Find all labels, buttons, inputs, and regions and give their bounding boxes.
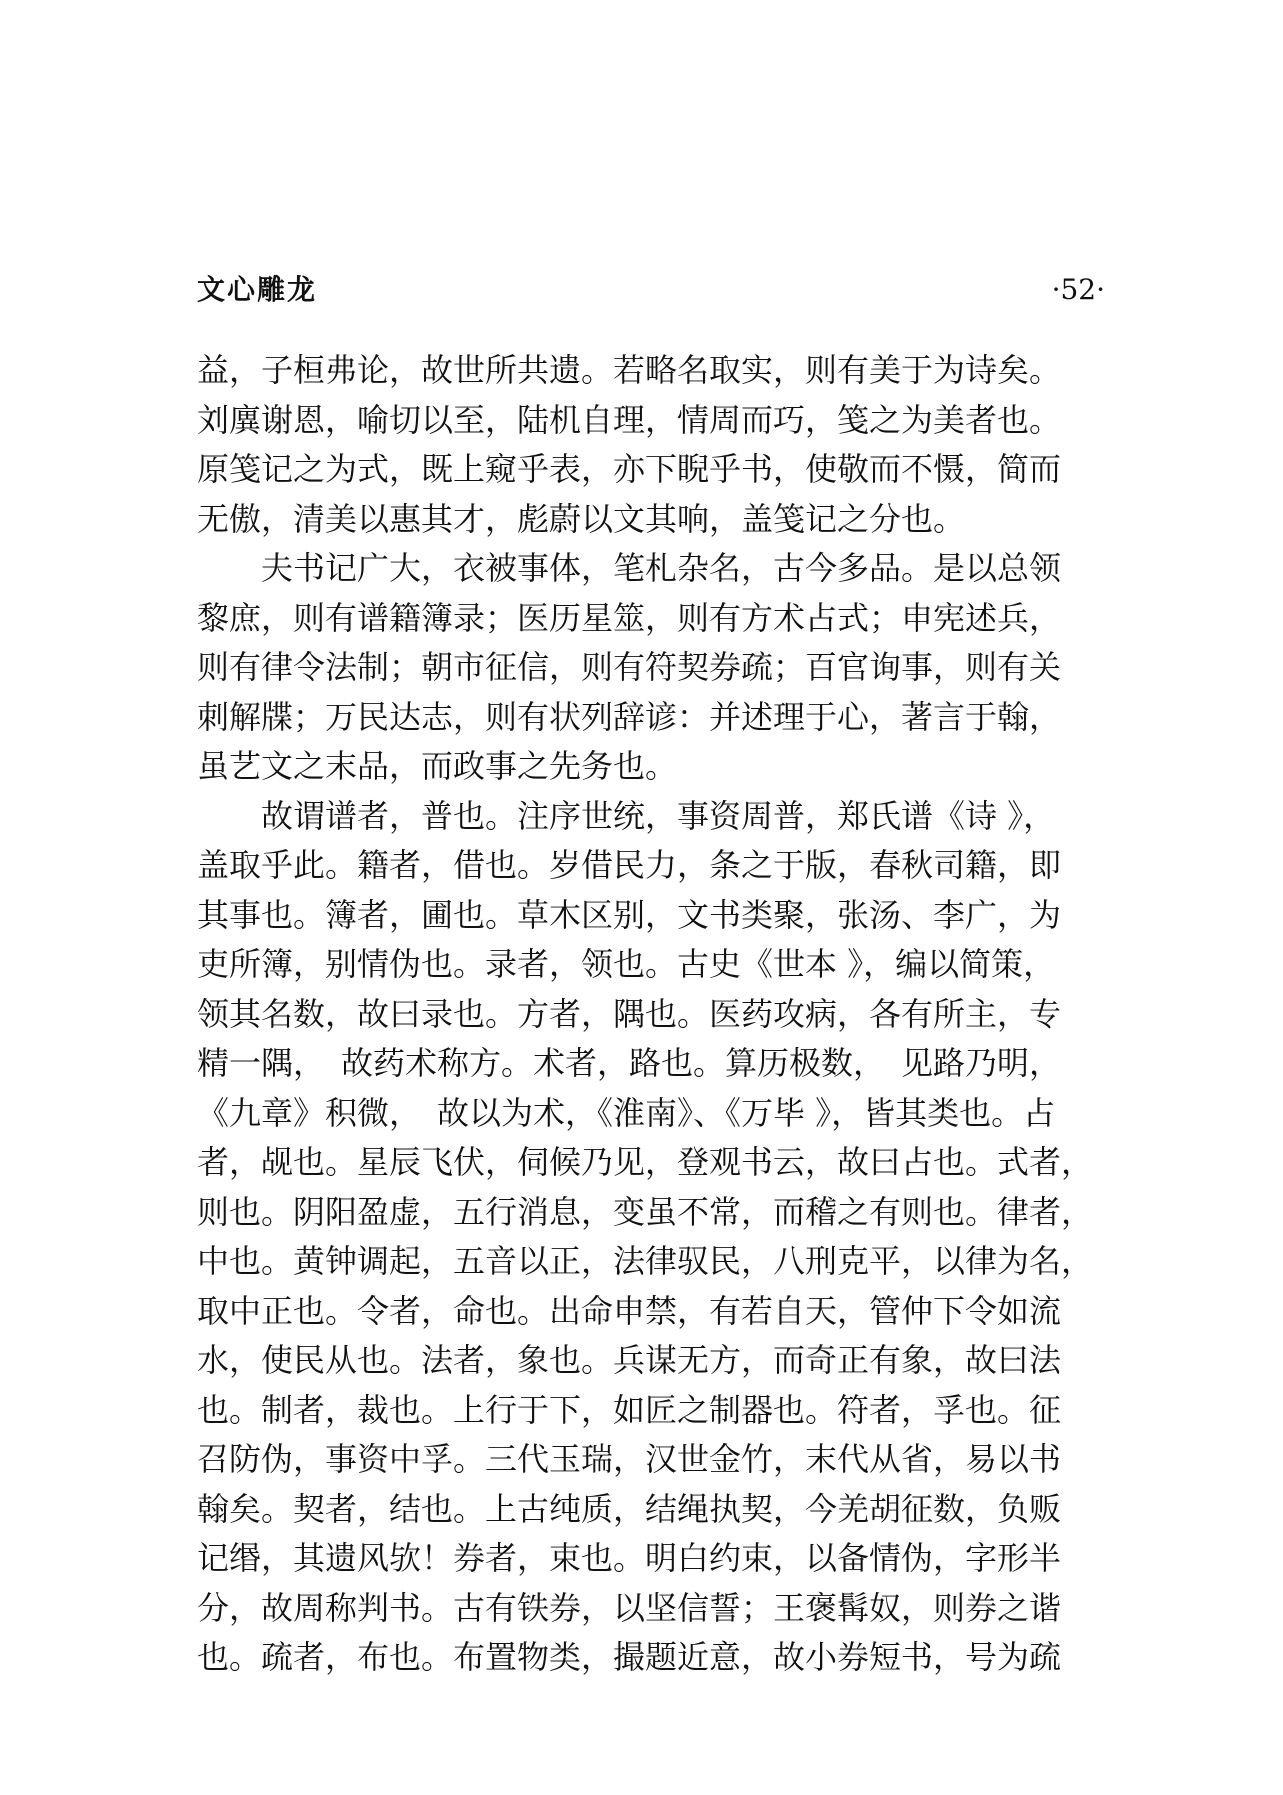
text-line: 刘廙谢恩，喻切以至，陆机自理，情周而巧，笺之为美者也。 bbox=[197, 400, 1062, 439]
text-line: 夫书记广大，衣被事体，笔札杂名，古今多品。是以总领 bbox=[261, 549, 1062, 587]
text-line: 虽艺文之末品，而政事之先务也。 bbox=[197, 747, 678, 785]
text-line: 原笺记之为式，既上窥乎表，亦下睨乎书，使敬而不慑，简而 bbox=[197, 450, 1062, 488]
text-line: 无傲，清美以惠其才，彪蔚以文其响，盖笺记之分也。 bbox=[197, 499, 966, 538]
text-line: 记缗，其遗风欤！券者，束也。明白约束，以备情伪，字形半 bbox=[197, 1539, 1062, 1577]
text-line: 分，故周称判书。古有铁券，以坚信誓；王褒髯奴，则券之谐 bbox=[197, 1588, 1062, 1627]
text-line: 精一隅， 故药术称方。术者，路也。算历极数， 见路乃明， bbox=[197, 1044, 1062, 1082]
text-line: 也。制者，裁也。上行于下，如匠之制器也。符者，孚也。征 bbox=[197, 1390, 1062, 1429]
text-line: 故谓谱者，普也。注序世统，事资周普，郑氏谱《诗 》， bbox=[261, 796, 1056, 835]
text-line: 黎庶，则有谱籍簿录；医历星筮，则有方术占式；申宪述兵， bbox=[197, 598, 1062, 637]
text-line: 水，使民从也。法者，象也。兵谋无方，而奇正有象，故曰法 bbox=[197, 1341, 1062, 1379]
text-line: 者，觇也。星辰飞伏，伺候乃见，登观书云，故曰占也。式者， bbox=[197, 1143, 1094, 1181]
text-line: 则有律令法制；朝市征信，则有符契券疏；百官询事，则有关 bbox=[197, 648, 1062, 686]
text-line: 则也。阴阳盈虚，五行消息，变虽不常，而稽之有则也。律者， bbox=[197, 1192, 1094, 1231]
text-line: 取中正也。令者，命也。出命申禁，有若自天，管仲下令如流 bbox=[197, 1291, 1062, 1330]
text-line: 也。疏者，布也。布置物类，撮题近意，故小券短书，号为疏 bbox=[197, 1638, 1062, 1676]
body-text bbox=[197, 346, 1105, 1683]
text-line: 其事也。簿者，圃也。草木区别，文书类聚，张汤、李广，为 bbox=[197, 895, 1062, 934]
text-line: 《九章》积微， 故以为术，《淮南》、《万毕 》，皆其类也。占 bbox=[197, 1093, 1056, 1132]
text-line: 领其名数，故曰录也。方者，隅也。医药攻病，各有所主，专 bbox=[197, 994, 1062, 1033]
book-title: 文心雕龙 bbox=[197, 273, 318, 306]
text-line: 中也。黄钟调起，五音以正，法律驭民，八刑克平，以律为名， bbox=[197, 1242, 1094, 1280]
text-line: 召防伪，事资中孚。三代玉瑞，汉世金竹，末代从省，易以书 bbox=[197, 1440, 1062, 1478]
text-line: 益，子桓弗论，故世所共遗。若略名取实，则有美于为诗矣。 bbox=[197, 351, 1062, 389]
running-head bbox=[197, 270, 1105, 310]
text-line: 刺解牒；万民达志，则有状列辞谚：并述理于心，著言于翰， bbox=[197, 697, 1062, 736]
page-number: ·52· bbox=[1051, 273, 1105, 306]
text-line: 吏所簿，别情伪也。录者，领也。古史《世本 》，编以简策， bbox=[197, 945, 1056, 983]
text-line: 翰矣。契者，结也。上古纯质，结绳执契，今羌胡征数，负贩 bbox=[197, 1489, 1062, 1528]
text-line: 盖取乎此。籍者，借也。岁借民力，条之于版，春秋司籍，即 bbox=[197, 846, 1062, 884]
